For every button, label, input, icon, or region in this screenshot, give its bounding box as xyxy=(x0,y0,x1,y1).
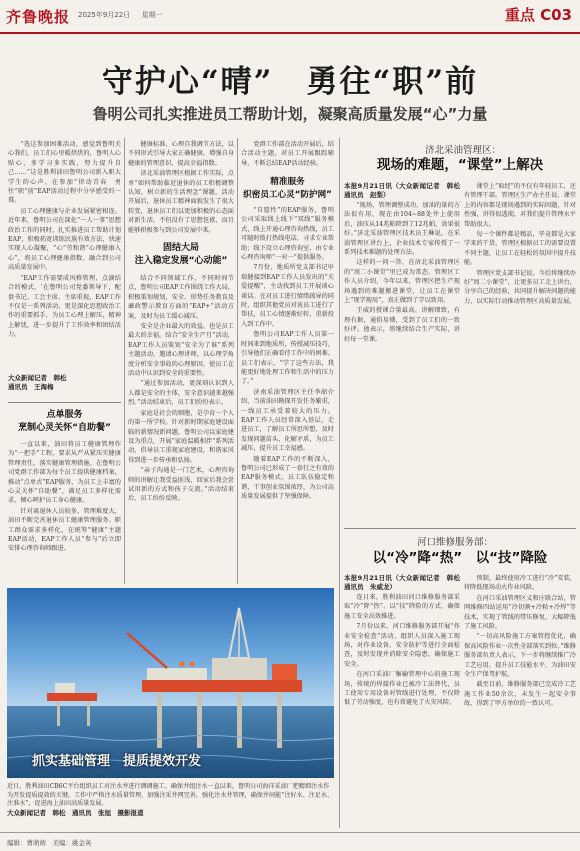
footer-rule xyxy=(0,832,580,833)
intro-paragraph: 员工心理健康与企业发展紧密相连。近年来，鲁明公司在深化“一人一事”思想政治工作的同时，扎实推进员工帮助计划EAP，积极拓宽训练民族有效方法，快速实现人心凝聚，“心”劳和谐“心理健康入心”，将员工心理健康指数、融合到公司高质量发展中。 xyxy=(8,207,121,272)
precision-paragraph: “自愿性”的EAP服务，鲁明公司采取线上线下“双线”服务模式，线上开通心理咨询热线，员工可随时拨打热线电话，寻求专业帮助；线下设立心理咨询室，由专业心理咨询师“一对一”提供服务。 xyxy=(241,207,334,262)
column-divider xyxy=(237,138,238,584)
kicker-jibei: 济北采油管理区： xyxy=(425,145,502,156)
jibei-paragraph: “现场，管理调整成功，加油的量的方法很有用，现在由104~88处井上使用后，油压从14兆帕降到了12兆帕，效果很好。”济北采油管理区技术员王琳说，在采油管理区讲台上，企业技术专家传授了一系列技术难题的处理方法。 xyxy=(344,202,460,257)
middle-article-top xyxy=(128,140,234,236)
jibei-paragraph: 每一个课件都是精品，毕竟都是大家学来的干货，管理区根据员工的需要设置不同主题，让员工在轻松的氛围中提升技能。 xyxy=(464,231,576,267)
middle-paragraph: 健康标准，心理自我调节方法，以不同形式引导大家正确健康，增强自身健康的管理意识，提高幸福指数。 xyxy=(128,141,234,167)
issue-date: 2025年9月22日 xyxy=(78,11,131,19)
intro-paragraph: “EAP工作需要成风格管理，点滴结合的模式，‘在鲁明公司党委领导下，配套书记、工会主席、主席重视，EAP工作不仅是一系列活动，更是深化思想政治工作的重要抓手，为员工心理上解压，精神上解忧，进一步提升了工作效率和团结活力。 xyxy=(8,274,121,339)
stability-article xyxy=(128,274,234,584)
column-divider xyxy=(124,138,125,584)
story-heading-precision: 精准服务 织密员工心灵“防护网” xyxy=(243,177,332,200)
editor-credit: 编辑：曹萌萌 美编：姚金英 xyxy=(7,839,92,847)
stability-paragraph: 家庭是社会的细胞，是孕育一个人的第一所学校。针对新时期家庭建设面临的新情况新问题，鲁明公司以家庭建设为重点，开展“家庭温暖相伴”系列活动，倡导员工重视家庭建设，和谐家风得到进一步传承和弘扬。 xyxy=(128,409,234,464)
photo-title: 抓实基础管理 提质提效开发 xyxy=(32,754,202,769)
intro-byline: 大众新闻记者 韩松 通讯员 王海梅 xyxy=(8,374,67,391)
intro-article xyxy=(8,140,121,368)
story-divider xyxy=(344,528,576,529)
hekou-paragraph: 7月份以来，河口维修服务部开展“作业安全检查”活动，组织人员深入施工现场，对作业设备、安全防护等进行全面检查，及时发现并消除安全隐患，确保施工安全。 xyxy=(344,623,460,668)
precision-paragraph: 济南采油管理区主任李韶介绍，当前油田勘探开发任务繁重，一线员工承受着较大的压力。EAP工作人员经常深入基层，走进员工，了解员工所思所想，及时发现问题苗头，化解矛盾，为员工减压，提升员工幸福感。 xyxy=(241,388,334,453)
masthead xyxy=(0,0,580,34)
precision-paragraph: 党群工作部在活动开展后，结合活动主题，对员工开展跟踪辅导，不断总结EAP活动经验。 xyxy=(241,141,334,167)
photo-caption-text: 近日，胜利油田CB6C平台组织员工对注水井进行测调施工，确保井组注水一直以来，鲁明公司海洋采油厂把精细注水作为开发提质提效的关键，工作中严格注水质量管理，加强注采井网完善，强化注水井管理，确保井间能“注好水、注足水、注准水”，促进海上油田高质量发展。 xyxy=(7,783,334,808)
jibei-paragraph: 王威的授课合量最高，讲解细致，有理有据，通俗易懂，受到了员工们的一致好评。他表示，将继续结合生产实际，讲好每一堂课。 xyxy=(344,307,460,343)
page-number: C03 xyxy=(540,6,572,24)
story-heading-hekou: 以“冷”降“热” 以“技”降险 xyxy=(372,550,548,566)
intro-paragraph: “选这参加困难活动，感觉到鲁明关心我们，员工们心里暖烘烘的，鲁明人心贴心，多学习多实践，努力提升自己……”这是胜利油田鲁明公司新入职大学生的心声。在参加“律动青春 勇往“职”前”EAP活动过程中分享感受的一幕。 xyxy=(8,141,121,205)
stability-paragraph: “亲子沟通是一门艺术，心理咨询师的讲解让我受益匪浅，回家后我会尝试用新的方式和孩子交流。”活动结束后，员工纷纷反映。 xyxy=(128,467,234,503)
hekou-byline: 本报9月21日讯（大众新闻记者 韩松 通讯员 朱威龙） xyxy=(344,574,467,591)
hekou-paragraph: 截至目前，维修服务部已完成冷工艺施工作业50余次，未发生一起安全事故，得到了甲方单位的一致认可。 xyxy=(464,681,576,708)
column-divider xyxy=(8,402,121,403)
hekou-paragraph: 在河口采油厂集输管理中心的施工现场，传统的焊接作业已被冷工法替代，员工使用专用设备对管线进行处理，不仅降低了劳动强度，也有效避免了火灾风险。 xyxy=(344,671,460,707)
main-subheadline: 鲁明公司扎实推进员工帮助计划，凝聚高质量发展“心”力量 xyxy=(92,105,488,123)
precision-paragraph: 随着EAP工作的不断深入，鲁明公司已形成了一套行之有效的EAP服务模式，员工队伍稳定和谐，干事创业氛围浓厚，为公司高质量发展提供了坚强保障。 xyxy=(241,455,334,501)
jibei-article-right xyxy=(464,182,576,522)
photo-credit: 大众新闻记者 韩松 通讯员 张旭 摄影报道 xyxy=(7,808,144,817)
service-article xyxy=(8,440,121,584)
hekou-paragraph: 连日来，胜利油田河口维修服务部采取“冷”降“热”、以“技”降险的方式，确保施工安全高效推进。 xyxy=(344,594,460,620)
page-label xyxy=(505,4,572,25)
issue-date-line xyxy=(78,10,163,20)
newspaper-logo: 齐鲁晚报 xyxy=(6,8,71,26)
stability-paragraph: 结合不同领域工作，不同时间节点，鲁明公司EAP工作围绕工作大局，积极策划规划，安全、形势任务教育及廉政警示教育方面的“EAP+”活动方案，及时为员工缓心减压。 xyxy=(128,275,234,320)
main-headline: 守护心“晴” 勇往“职”前 xyxy=(101,64,479,100)
stability-paragraph: 安全是企业最大的效益，也是员工最大的幸福。结合“安全生产月”活动，EAP工作人员策划“安全为了谁”系列主题活动，邀请心理讲师，以心理学角度分析安全事故的心理原因，使员工在活动中认识到安全的重要性。 xyxy=(128,323,234,378)
jibei-article-left xyxy=(344,182,467,522)
masthead-rule xyxy=(0,32,580,34)
middle-paragraph: 济北采油管理区根据工作实际，点单“如何帮助临近退休的员工积极调整认知，树立新的生活理念”课题，活动开展后，退休员工精神面貌发生了很大转变，退休员工们以更加积极的心态面对新生活，不但没有了思想包袱，而且能够积极参与到公司发展中来。 xyxy=(128,170,234,234)
precision-paragraph: 7月份，地质所党支部书记申瑞健接到EAP工作人员发出的“关爱提醒”，主动找到员工开展谈心谈话。在对员工进行情绪疏导的同时，组织其他党员对该员工进行了帮扶，员工心情逐渐好转，重新投入到工作中。 xyxy=(241,264,334,328)
section-divider xyxy=(339,138,340,828)
story-heading-jibei: 现场的难题，“课堂”上解决 xyxy=(376,157,544,173)
precision-paragraph: 鲁明公司EAP工作人员第一时间来到地质所，传授减压技巧，引导他们正确看待工作中的困难。员工们表示，“学了这些方法，我能更好地处理工作和生活中的压力了。” xyxy=(241,331,334,386)
jibei-paragraph: 这样的一问一答，在济北采油管理区的“周二小课堂”里已成为常态。管理区工作人员介绍，今年以来，管理区把生产现场遇到的难题搬进课堂，让员工在课堂上“现学现用”，真正做到了学以致用。 xyxy=(344,259,460,305)
story-heading-stability: 固结大局 注入稳定发展“心动能” xyxy=(134,243,228,266)
jibei-paragraph: 课堂上“取经”的不仅有年轻员工，还有管理干部。管理区生产办主任说，课堂上的内容都是现场遇到的实际问题，针对性强，讲得很透彻，对我们提升管理水平帮助很大。 xyxy=(464,183,576,228)
photo-caption xyxy=(7,783,334,818)
issue-weekday: 星期一 xyxy=(141,11,163,19)
precision-article xyxy=(241,206,334,584)
stability-paragraph: “通过参加活动，更深刻认识到人人都是安全的主体，安全意识越来越强烈。”活动结束后，员工们纷纷表示。 xyxy=(128,380,234,407)
service-paragraph: 针对离退休人员较多、管理难度大，油田不断完善退休员工健康管理服务。职工群众需求多样化，在统筹“健康”主题EAP活动，EAP工作人员“参与”后立即安排心理咨询师跟进。 xyxy=(8,507,121,553)
hekou-article-left xyxy=(344,574,467,826)
story-heading-service: 点单服务 烹制心灵关怀“自助餐” xyxy=(18,410,111,433)
jibei-paragraph: 管理区党支部书记说，今后将继续办好“周二小课堂”，让更多员工走上讲台，分享自己的经验，共同提升解决问题的能力，以实际行动推动管理区高质量发展。 xyxy=(464,269,576,305)
service-paragraph: 一直以来，油田将员工健康管理作为“一把手”工程，要求从严从紧压实健康管理责任，落实健康管理措施。在鲁明公司党群工作部为每个员工提供健康档案，推动“点单式”EAP服务，为员工上丰富的心灵关怀“自助餐”，满足员工多样化需求，倾心呵护员工身心健康。 xyxy=(8,441,121,505)
section-name: 重点 xyxy=(504,6,535,24)
precision-article-top xyxy=(241,140,334,170)
hekou-paragraph: “一切高风险施工方案管控优化，确保高风险作业一次性全部落实到位。”维修服务部负责人表示，下一步将继续推广冷工艺应用，提升员工技能水平，为油田安全生产保驾护航。 xyxy=(464,633,576,679)
jibei-byline: 本报9月21日讯（大众新闻记者 韩松 通讯员 赵梨） xyxy=(344,182,467,199)
hekou-article-right xyxy=(464,574,576,826)
hekou-paragraph: 预制，最终使用冷工进行“冷”安装，将降低现场动火作业风险。 xyxy=(464,575,576,592)
kicker-hekou: 河口维修服务部： xyxy=(417,537,494,548)
hekou-paragraph: 在河口采油管理区义和庄联合站，管网维修四站运用“冷切割+冷粘+冷焊”等技术，实现了管线的带压修复，大幅降低了施工风险。 xyxy=(464,594,576,631)
